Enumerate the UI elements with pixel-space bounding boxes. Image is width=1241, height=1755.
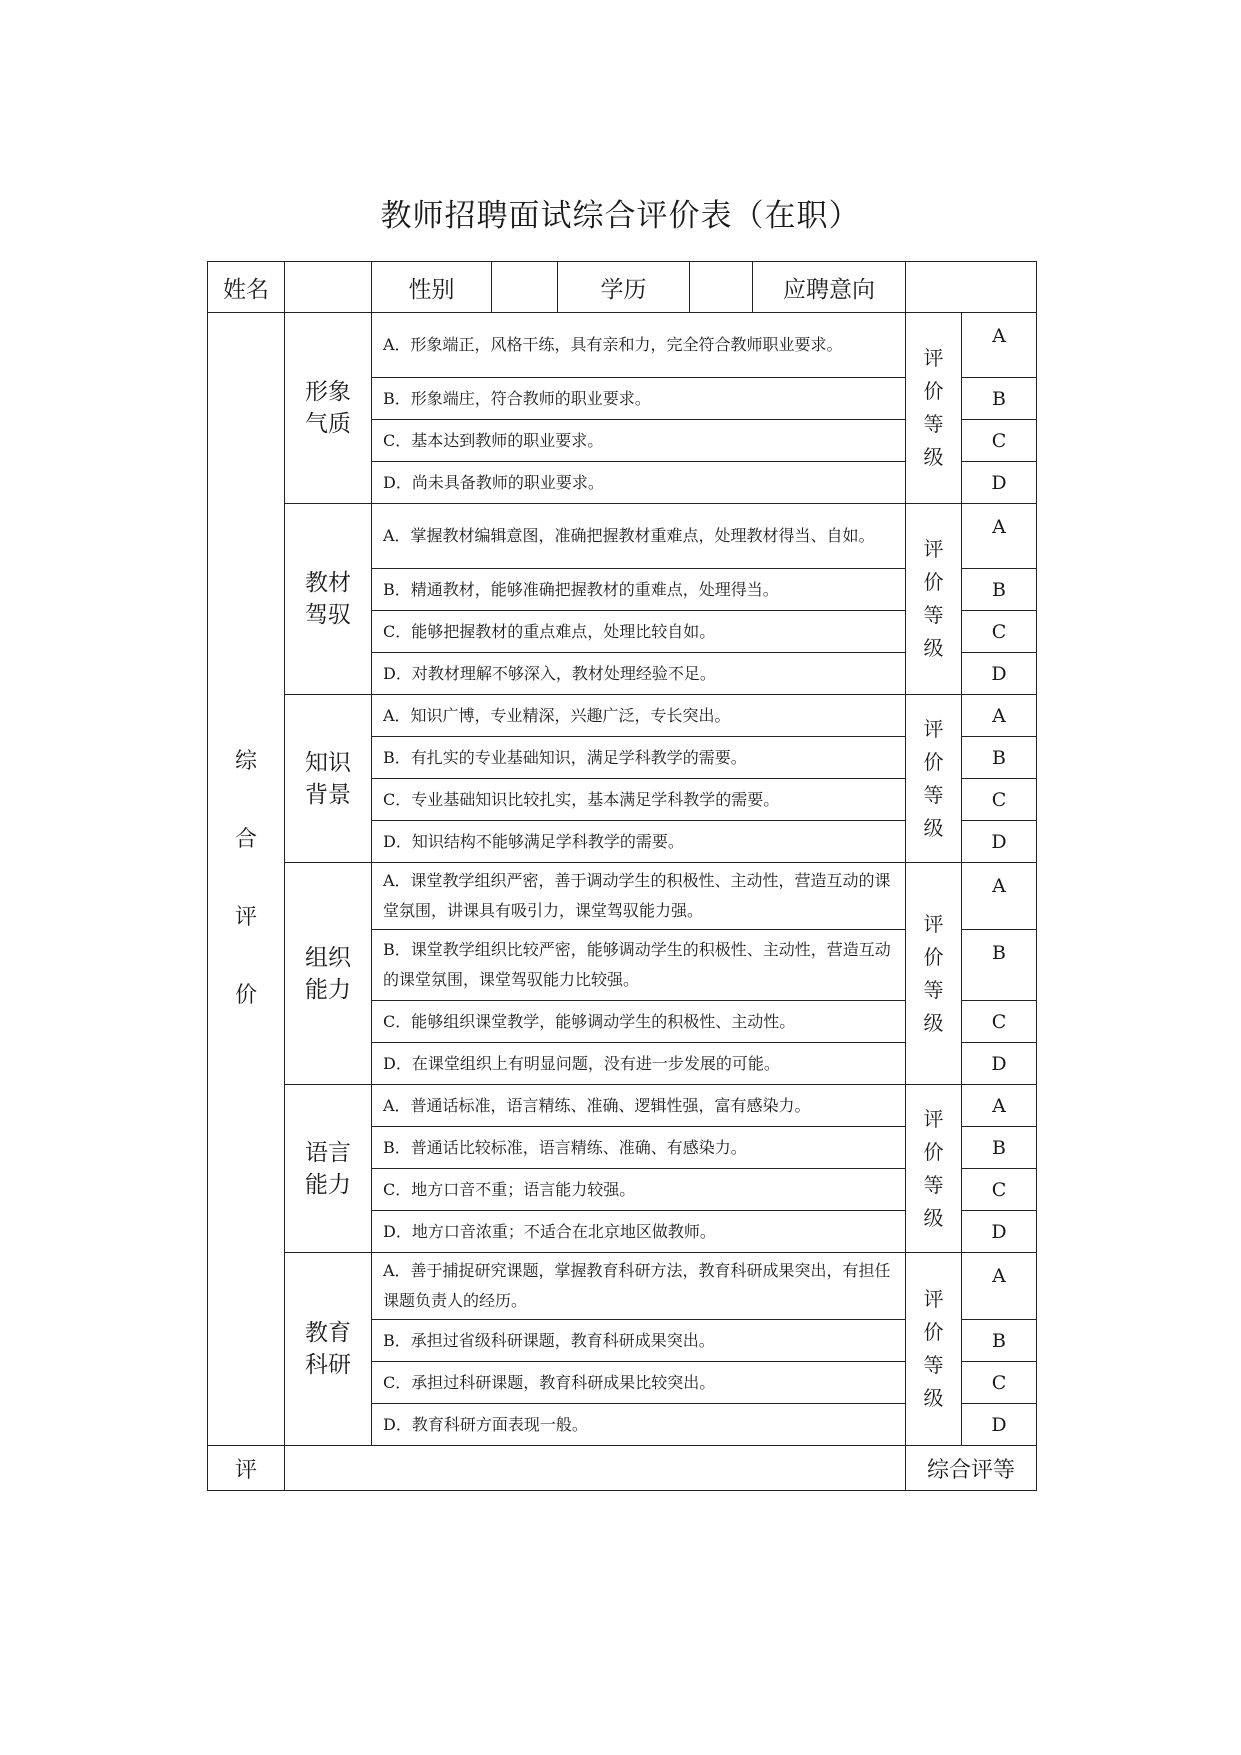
rating-label-char: 评: [923, 1287, 944, 1311]
grade-option[interactable]: B: [962, 930, 1037, 1001]
position-field[interactable]: [906, 262, 1037, 313]
section-title-line: 组织: [305, 944, 351, 971]
grade-option[interactable]: A: [962, 1085, 1037, 1127]
criterion-text: B．承担过省级科研课题，教育科研成果突出。: [372, 1320, 906, 1362]
grade-option[interactable]: C: [962, 779, 1037, 821]
rating-label-char: 等: [923, 1353, 944, 1377]
table-row: [208, 1253, 1037, 1320]
criterion-text: C．承担过科研课题，教育科研成果比较突出。: [372, 1362, 906, 1404]
criterion-text: D．地方口音浓重；不适合在北京地区做教师。: [372, 1211, 906, 1253]
grade-option[interactable]: C: [962, 1169, 1037, 1211]
section-title-line: 知识: [305, 749, 351, 776]
rating-label: [906, 1253, 962, 1446]
criterion-text: C．基本达到教师的职业要求。: [372, 420, 906, 462]
gender-field[interactable]: [492, 262, 558, 313]
rating-label-char: 级: [923, 1010, 944, 1035]
criterion-text: D．尚未具备教师的职业要求。: [372, 462, 906, 504]
section-title-line: 能力: [305, 1171, 351, 1198]
rating-label-char: 等: [923, 977, 944, 1002]
table-row: [208, 1085, 1037, 1127]
rating-label-char: 等: [923, 1172, 944, 1197]
criterion-text: B．有扎实的专业基础知识，满足学科教学的需要。: [372, 737, 906, 779]
rating-label: [906, 695, 962, 863]
grade-option[interactable]: B: [962, 378, 1037, 420]
section-title-line: 科研: [305, 1352, 351, 1378]
rating-label-char: 评: [923, 346, 944, 370]
side-label-char: 价: [234, 983, 257, 1008]
rating-label-char: 级: [923, 445, 944, 469]
grade-option[interactable]: A: [962, 313, 1037, 378]
rating-label: [906, 504, 962, 695]
criterion-text: B．课堂教学组织比较严密，能够调动学生的积极性、主动性，营造互动的课堂氛围，课堂驾驭能力比较强。: [372, 930, 906, 1001]
grade-option[interactable]: B: [962, 1320, 1037, 1362]
grade-option[interactable]: D: [962, 1404, 1037, 1446]
grade-option[interactable]: B: [962, 1127, 1037, 1169]
overall-grade-label: 综合评等: [906, 1446, 1037, 1491]
section-title: [285, 1253, 372, 1446]
grade-option[interactable]: A: [962, 504, 1037, 569]
grade-option[interactable]: D: [962, 821, 1037, 863]
footer-left-label: 评: [208, 1446, 285, 1491]
section-title-line: 能力: [305, 976, 351, 1003]
criterion-text: A．形象端正，风格干练，具有亲和力，完全符合教师职业要求。: [372, 313, 906, 378]
education-field[interactable]: [690, 262, 753, 313]
criterion-text: C．能够把握教材的重点难点，处理比较自如。: [372, 611, 906, 653]
rating-label-char: 级: [923, 815, 944, 840]
criterion-text: A．善于捕捉研究课题，掌握教育科研方法，教育科研成果突出，有担任课题负责人的经历。: [372, 1253, 906, 1320]
page-title: 教师招聘面试综合评价表（在职）: [380, 198, 861, 234]
criterion-text: A．课堂教学组织严密，善于调动学生的积极性、主动性，营造互动的课堂氛围，讲课具有吸引力，课堂驾驭能力强。: [372, 863, 906, 930]
grade-option[interactable]: C: [962, 1001, 1037, 1043]
section-title: [285, 1085, 372, 1253]
rating-label-char: 级: [923, 1386, 944, 1410]
grade-option[interactable]: D: [962, 462, 1037, 504]
grade-option[interactable]: C: [962, 611, 1037, 653]
grade-option[interactable]: A: [962, 695, 1037, 737]
criterion-text: D．教育科研方面表现一般。: [372, 1404, 906, 1446]
position-label: 应聘意向: [753, 262, 906, 313]
side-label-char: 综: [234, 749, 257, 774]
rating-label-char: 等: [923, 412, 944, 436]
grade-option[interactable]: A: [962, 1253, 1037, 1320]
criterion-text: C．专业基础知识比较扎实，基本满足学科教学的需要。: [372, 779, 906, 821]
rating-label: [906, 313, 962, 504]
criterion-text: C．能够组织课堂教学，能够调动学生的积极性、主动性。: [372, 1001, 906, 1043]
gender-label: 性别: [372, 262, 492, 313]
footer-row: [208, 1446, 1037, 1491]
criterion-text: A．掌握教材编辑意图，准确把握教材重难点，处理教材得当、自如。: [372, 504, 906, 569]
rating-label-char: 价: [923, 1139, 944, 1164]
rating-label-char: 价: [923, 944, 944, 969]
criterion-text: A．普通话标准，语言精练、准确、逻辑性强，富有感染力。: [372, 1085, 906, 1127]
criterion-text: B．普通话比较标准，语言精练、准确、有感染力。: [372, 1127, 906, 1169]
rating-label: [906, 863, 962, 1085]
criterion-text: A．知识广博，专业精深，兴趣广泛，专长突出。: [372, 695, 906, 737]
section-title-line: 背景: [305, 781, 351, 808]
rating-label-char: 价: [923, 749, 944, 774]
grade-option[interactable]: D: [962, 653, 1037, 695]
criterion-text: D．对教材理解不够深入，教材处理经验不足。: [372, 653, 906, 695]
rating-label-char: 级: [923, 636, 944, 660]
education-label: 学历: [558, 262, 690, 313]
section-title-line: 驾驭: [305, 602, 351, 628]
rating-label-char: 等: [923, 603, 944, 627]
grade-option[interactable]: C: [962, 1362, 1037, 1404]
side-label-char: 合: [234, 827, 257, 852]
criterion-text: B．形象端庄，符合教师的职业要求。: [372, 378, 906, 420]
rating-label-char: 评: [923, 1106, 944, 1131]
table-row: [208, 695, 1037, 737]
comment-field[interactable]: [285, 1446, 906, 1491]
grade-option[interactable]: C: [962, 420, 1037, 462]
table-row: [208, 504, 1037, 569]
grade-option[interactable]: B: [962, 737, 1037, 779]
name-label: 姓名: [208, 262, 285, 313]
side-label: [208, 313, 285, 1446]
rating-label-char: 评: [923, 911, 944, 936]
grade-option[interactable]: D: [962, 1043, 1037, 1085]
criterion-text: D．在课堂组织上有明显问题，没有进一步发展的可能。: [372, 1043, 906, 1085]
section-title: [285, 313, 372, 504]
table-row: [208, 863, 1037, 930]
section-title: [285, 863, 372, 1085]
name-field[interactable]: [285, 262, 372, 313]
criterion-text: B．精通教材，能够准确把握教材的重难点，处理得当。: [372, 569, 906, 611]
section-title: [285, 504, 372, 695]
rating-label-char: 价: [923, 1320, 944, 1344]
section-title-line: 教材: [305, 570, 351, 596]
grade-option[interactable]: D: [962, 1211, 1037, 1253]
criterion-text: D．知识结构不能够满足学科教学的需要。: [372, 821, 906, 863]
section-title-line: 教育: [305, 1320, 351, 1346]
rating-label-char: 评: [923, 716, 944, 741]
rating-label-char: 等: [923, 782, 944, 807]
section-title-line: 气质: [305, 411, 351, 437]
rating-label-char: 价: [923, 379, 944, 403]
grade-option[interactable]: B: [962, 569, 1037, 611]
section-title-line: 形象: [305, 379, 351, 405]
rating-label-char: 评: [923, 537, 944, 561]
rating-label-char: 价: [923, 570, 944, 594]
header-row: [208, 262, 1037, 313]
rating-label-char: 级: [923, 1205, 944, 1230]
side-label-char: 评: [234, 905, 257, 930]
rating-label: [906, 1085, 962, 1253]
table-row: [208, 313, 1037, 378]
section-title-line: 语言: [305, 1139, 351, 1166]
section-title: [285, 695, 372, 863]
grade-option[interactable]: A: [962, 863, 1037, 930]
evaluation-form: [207, 261, 1037, 1491]
criterion-text: C．地方口音不重；语言能力较强。: [372, 1169, 906, 1211]
